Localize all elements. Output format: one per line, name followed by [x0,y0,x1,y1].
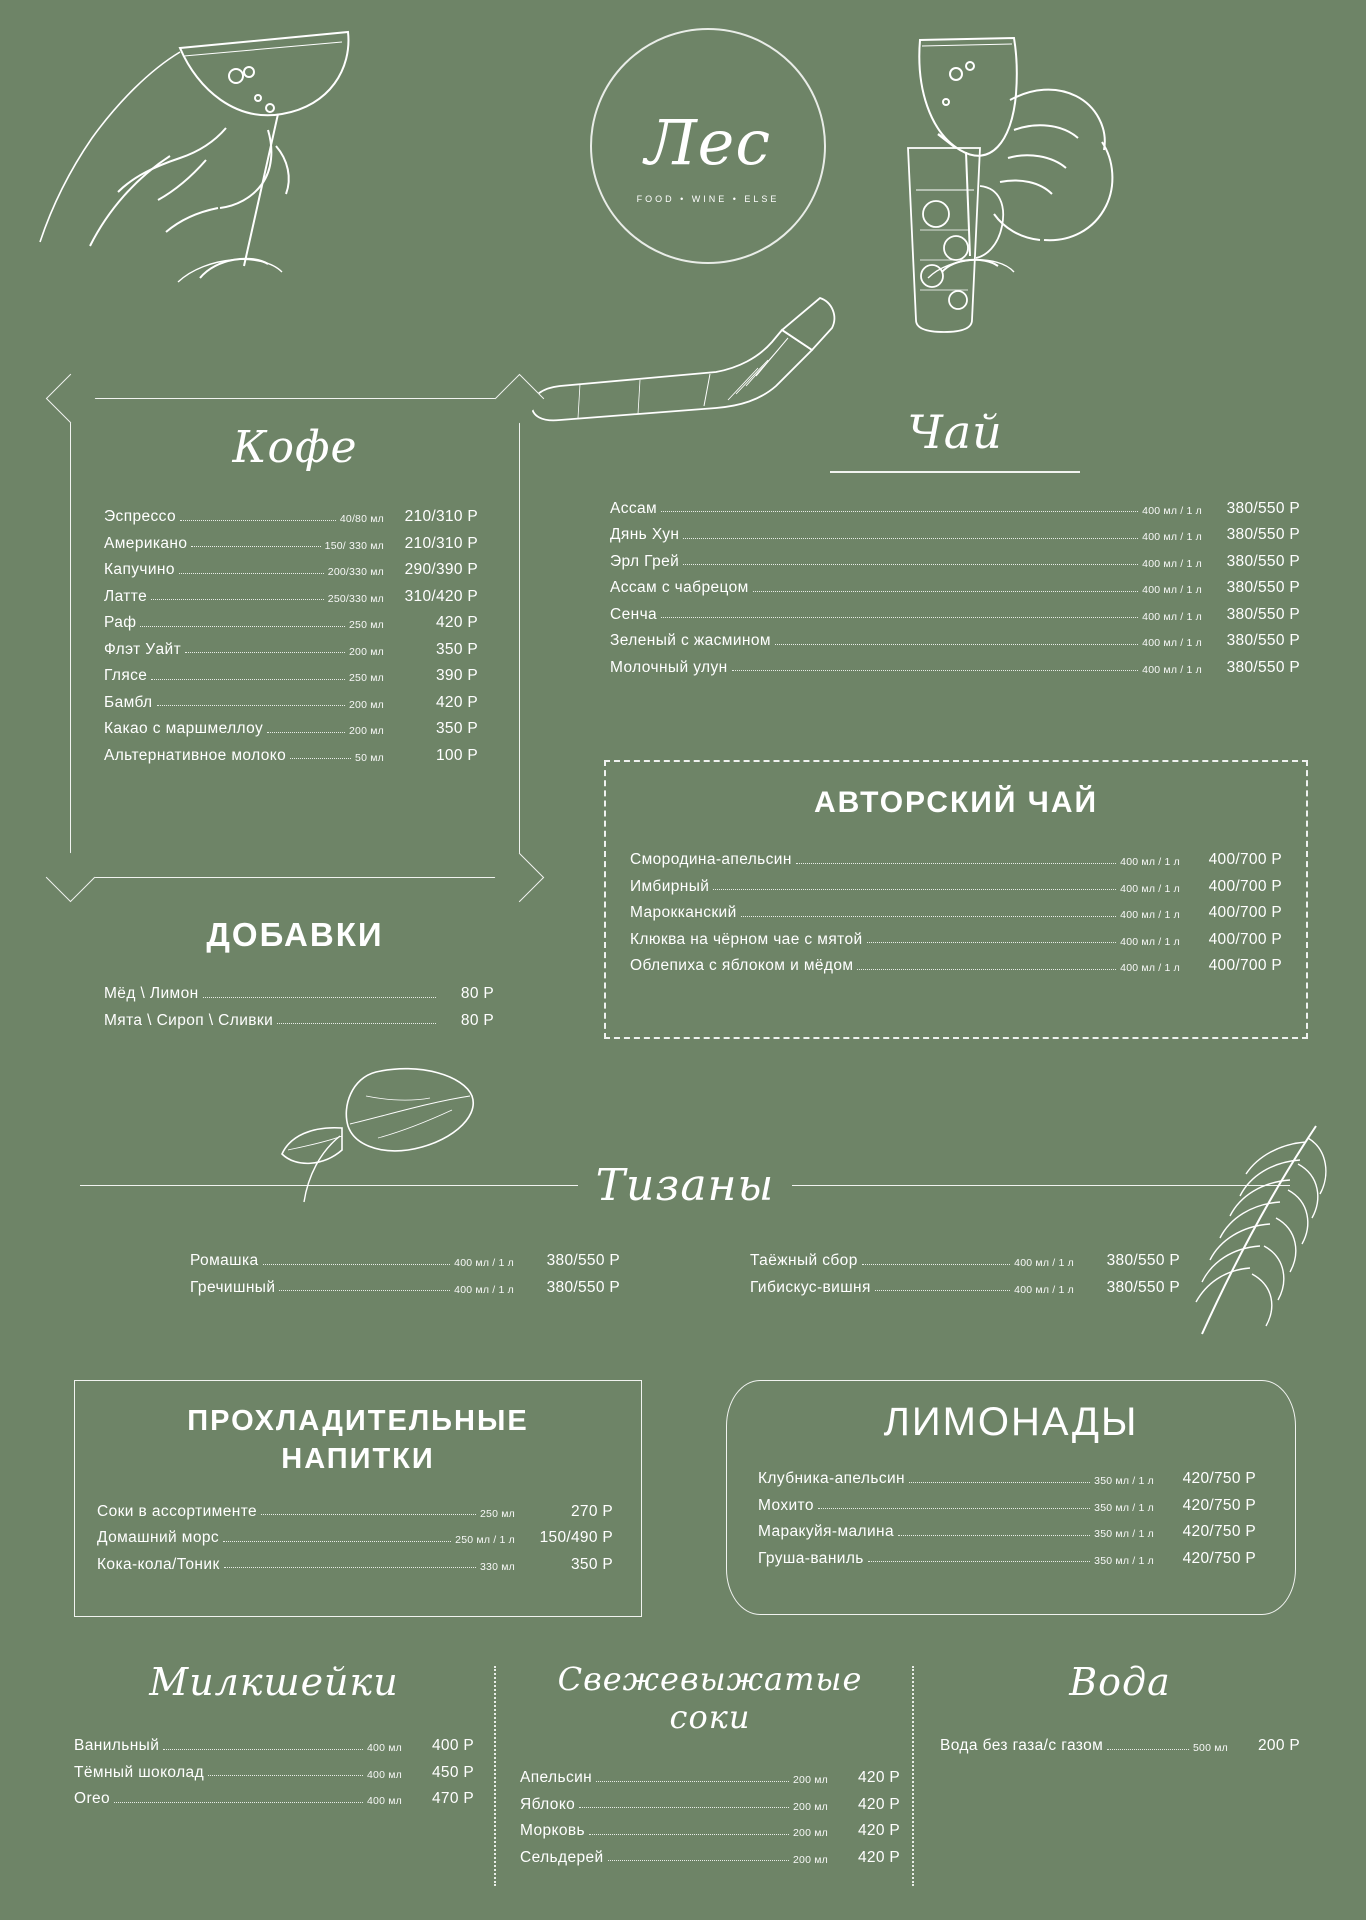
list-item [520,1850,900,1866]
item-price: 380/550 Р [1226,632,1300,649]
list-item [610,607,1300,623]
lemonades-frame [726,1380,1296,1615]
item-volume: 400 мл / 1 л [1120,856,1180,868]
item-price: 80 Р [460,985,494,1002]
item-volume: 500 мл [1193,1742,1228,1754]
item-price: 380/550 Р [546,1252,620,1269]
item-name: Сельдерей [520,1848,604,1866]
item-price: 420 Р [857,1769,900,1786]
item-price: 420 Р [857,1848,900,1866]
item-volume: 350 мл / 1 л [1094,1475,1154,1487]
item-name: Смородина-апельсин [630,851,792,868]
item-price: 380/550 Р [1106,1278,1180,1296]
item-volume: 400 мл [367,1742,402,1754]
leader-dots [261,1513,476,1515]
item-price: 100 Р [435,746,478,764]
item-volume: 250 мл [480,1507,515,1520]
section-water [940,1660,1300,1765]
item-price: 200 Р [1257,1737,1300,1754]
list-item [520,1797,900,1813]
item-volume: 400 мл / 1 л [454,1283,514,1296]
leader-dots [589,1833,789,1835]
tisanes-list-right [750,1253,1180,1306]
logo-tagline: FOOD • WINE • ELSE [636,194,780,204]
leader-dots [277,1022,436,1024]
leader-dots [208,1774,363,1776]
logo-wordmark: Лес [644,106,772,179]
item-price: 350 Р [435,720,478,737]
leader-dots [114,1801,363,1803]
leader-dots [732,669,1139,671]
item-volume: 400 мл / 1 л [1014,1257,1074,1269]
section-juices [520,1660,900,1876]
item-name: Соки в ассортименте [97,1502,258,1520]
item-name: Oreo [74,1790,111,1807]
item-name: Эрл Грей [610,552,680,570]
item-name: Альтернативное молоко [104,746,287,764]
coffee-frame [70,398,520,878]
list-item [520,1770,900,1786]
item-price: 420/750 Р [1182,1496,1256,1514]
leader-dots [867,941,1117,943]
item-volume: 200 мл [793,1853,828,1866]
tisanes-title: Тизаны [595,1160,775,1211]
item-price: 400/700 Р [1208,904,1282,921]
item-price: 310/420 Р [404,587,478,605]
tisanes-columns [80,1253,1290,1306]
leader-dots [224,1566,476,1568]
list-item [630,905,1282,921]
item-name: Дянь Хун [610,526,680,543]
item-volume: 250 мл [349,672,384,684]
item-volume: 350 мл / 1 л [1094,1554,1154,1567]
item-price: 380/550 Р [1106,1252,1180,1269]
leader-dots [857,968,1116,970]
lemonades-title: ЛИМОНАДЫ [883,1400,1139,1444]
item-volume: 400 мл / 1 л [1120,935,1180,948]
list-item [630,958,1282,974]
section-additives [70,916,520,1039]
item-volume: 400 мл / 1 л [454,1257,514,1269]
section-lemonades [726,1380,1296,1615]
list-item [97,1557,613,1573]
item-price: 400/700 Р [1208,877,1282,895]
item-volume: 400 мл / 1 л [1014,1283,1074,1296]
column-divider [912,1666,914,1886]
item-name: Яблоко [520,1795,576,1813]
item-volume: 400 мл / 1 л [1142,610,1202,623]
item-price: 450 Р [431,1763,474,1781]
leader-dots [163,1748,363,1750]
leader-dots [862,1263,1010,1265]
item-name: Ассам [610,499,658,517]
item-name: Мохито [758,1496,814,1514]
item-volume: 400 мл / 1 л [1142,531,1202,543]
item-price: 400 Р [431,1737,474,1754]
leader-dots [223,1540,451,1542]
item-name: Облепиха с яблоком и мёдом [630,957,854,974]
item-name: Груша-ваниль [758,1549,864,1567]
item-volume: 200 мл [349,698,384,711]
item-volume: 350 мл / 1 л [1094,1528,1154,1540]
item-name: Какао с маршмеллоу [104,720,264,737]
leader-dots [753,590,1138,592]
list-item [610,527,1300,543]
leader-dots [279,1289,450,1291]
item-volume: 400 мл / 1 л [1120,909,1180,921]
list-item [610,580,1300,596]
tea-list [610,501,1300,676]
section-soft-drinks [74,1380,642,1617]
leader-dots [875,1289,1010,1291]
tea-title: Чай [907,405,1003,459]
milkshakes-title: Милкшейки [149,1660,399,1704]
soft-drinks-title-line2: НАПИТКИ [281,1443,435,1476]
item-volume: 200 мл [349,725,384,737]
item-price: 380/550 Р [1226,552,1300,570]
item-price: 390 Р [435,667,478,684]
item-price: 400/700 Р [1208,957,1282,974]
leader-dots [263,1263,451,1265]
item-volume: 400 мл / 1 л [1142,663,1202,676]
item-name: Флэт Уайт [104,640,182,658]
list-item [190,1253,620,1269]
item-volume: 400 мл / 1 л [1120,962,1180,974]
additives-title: ДОБАВКИ [206,916,384,953]
item-price: 380/550 Р [1226,526,1300,543]
item-price: 270 Р [570,1502,613,1520]
list-item [630,932,1282,948]
item-price: 150/490 Р [539,1529,613,1546]
milkshakes-list [74,1738,474,1807]
item-name: Клюква на чёрном чае с мятой [630,930,863,948]
item-price: 210/310 Р [404,534,478,552]
item-volume: 400 мл / 1 л [1142,504,1202,517]
item-volume: 200 мл [349,645,384,658]
item-volume: 250/330 мл [327,592,384,605]
section-tisanes [80,1160,1290,1306]
divider-left [80,1185,578,1187]
item-price: 380/550 Р [1226,499,1300,517]
list-item [74,1765,474,1781]
item-name: Клубника-апельсин [758,1470,906,1487]
juices-title: Свежевыжатые соки [557,1660,863,1736]
item-price: 400/700 Р [1208,930,1282,948]
item-price: 350 Р [435,640,478,658]
list-item [630,879,1282,895]
leader-dots [596,1780,789,1782]
tisanes-list-left [190,1253,620,1306]
item-price: 380/550 Р [1226,605,1300,623]
item-price: 420/750 Р [1182,1523,1256,1540]
item-name: Домашний морс [97,1529,220,1546]
leader-dots [608,1859,789,1861]
item-name: Мёд \ Лимон [104,985,199,1002]
item-volume: 400 мл / 1 л [1142,637,1202,649]
item-name: Кока-кола/Тоник [97,1555,220,1573]
item-name: Бамбл [104,693,153,711]
leader-dots [683,537,1138,539]
list-item [610,660,1300,676]
iced-tea-glass-icon [880,130,1010,340]
list-item [104,1013,494,1029]
leader-dots [713,888,1116,890]
soft-drinks-title-line1: ПРОХЛАДИТЕЛЬНЫЕ [187,1405,529,1437]
item-volume: 40/80 мл [339,513,384,525]
item-name: Раф [104,614,137,631]
item-name: Таёжный сбор [750,1252,858,1269]
item-price: 380/550 Р [1226,579,1300,596]
list-item [97,1504,613,1520]
item-volume: 400 мл / 1 л [1142,584,1202,596]
leader-dots [683,563,1138,565]
item-name: Апельсин [520,1769,593,1786]
item-price: 210/310 Р [404,508,478,525]
brand-logo [590,28,826,264]
item-price: 380/550 Р [1226,658,1300,676]
item-name: Вода без газа/с газом [940,1737,1104,1754]
item-name: Мята \ Сироп \ Сливки [104,1011,274,1029]
item-volume: 200 мл [793,1827,828,1839]
item-volume: 200 мл [793,1800,828,1813]
hand-with-coupe-glass-icon [30,10,370,310]
juices-list [520,1770,900,1865]
list-item [74,1791,474,1807]
list-item [750,1280,1180,1296]
coffee-title: Кофе [232,422,358,473]
item-volume: 400 мл [367,1795,402,1807]
list-item [610,501,1300,517]
leader-dots [741,915,1116,917]
item-volume: 330 мл [480,1560,515,1573]
item-price: 470 Р [431,1790,474,1807]
list-item [940,1738,1300,1754]
item-name: Гречишный [190,1278,276,1296]
leader-dots [661,510,1138,512]
section-tea [610,405,1300,686]
item-name: Зеленый с жасмином [610,632,771,649]
section-milkshakes [74,1660,474,1818]
item-name: Капучино [104,561,175,578]
item-name: Имбирный [630,877,710,895]
item-volume: 400 мл [367,1768,402,1781]
item-name: Ассам с чабрецом [610,579,749,596]
item-price: 80 Р [460,1011,494,1029]
water-title: Вода [1069,1660,1171,1704]
item-price: 420/750 Р [1182,1470,1256,1487]
item-name: Маракуйя-малина [758,1523,895,1540]
item-name: Эспрессо [104,508,177,525]
item-volume: 400 мл / 1 л [1142,557,1202,570]
section-coffee [70,398,520,878]
additives-list [104,986,494,1028]
leader-dots [796,862,1116,864]
item-name: Гибискус-вишня [750,1278,871,1296]
list-item [97,1530,613,1546]
item-price: 290/390 Р [404,561,478,578]
item-name: Сенча [610,605,658,623]
item-volume: 400 мл / 1 л [1120,882,1180,895]
tisanes-header [80,1160,1290,1211]
item-volume: 250 мл [349,619,384,631]
item-volume: 350 мл / 1 л [1094,1501,1154,1514]
item-volume: 150/ 330 мл [324,539,384,552]
author-tea-title: АВТОРСКИЙ ЧАЙ [813,786,1099,819]
item-name: Ванильный [74,1737,160,1754]
list-item [630,852,1282,868]
item-name: Марокканский [630,904,737,921]
author-tea-list [630,852,1282,974]
leader-dots [203,996,436,998]
list-item [190,1280,620,1296]
item-name: Глясе [104,667,148,684]
water-list [940,1738,1300,1754]
item-volume: 250 мл / 1 л [455,1534,515,1546]
item-volume: 50 мл [355,751,384,764]
list-item [610,633,1300,649]
list-item [74,1738,474,1754]
item-price: 350 Р [570,1555,613,1573]
item-price: 420 Р [435,614,478,631]
item-name: Молочный улун [610,658,728,676]
tea-divider [830,471,1080,473]
list-item [104,986,494,1002]
divider-right [792,1185,1290,1187]
list-item [750,1253,1180,1269]
item-name: Латте [104,587,148,605]
item-name: Морковь [520,1822,586,1839]
leader-dots [775,643,1138,645]
item-name: Американо [104,534,188,552]
list-item [520,1823,900,1839]
soft-drinks-list [97,1504,613,1573]
column-divider [494,1666,496,1886]
leader-dots [1107,1748,1189,1750]
item-name: Тёмный шоколад [74,1763,205,1781]
item-price: 420 Р [857,1795,900,1813]
hand-with-wine-glass-icon [880,10,1140,310]
item-volume: 200/330 мл [327,566,384,578]
item-name: Ромашка [190,1252,259,1269]
item-price: 420 Р [435,693,478,711]
leader-dots [579,1806,789,1808]
item-price: 400/700 Р [1208,851,1282,868]
section-author-tea [604,760,1308,1039]
list-item [610,554,1300,570]
leader-dots [661,616,1138,618]
item-volume: 200 мл [793,1774,828,1786]
item-price: 420 Р [857,1822,900,1839]
item-price: 420/750 Р [1182,1549,1256,1567]
item-price: 380/550 Р [546,1278,620,1296]
